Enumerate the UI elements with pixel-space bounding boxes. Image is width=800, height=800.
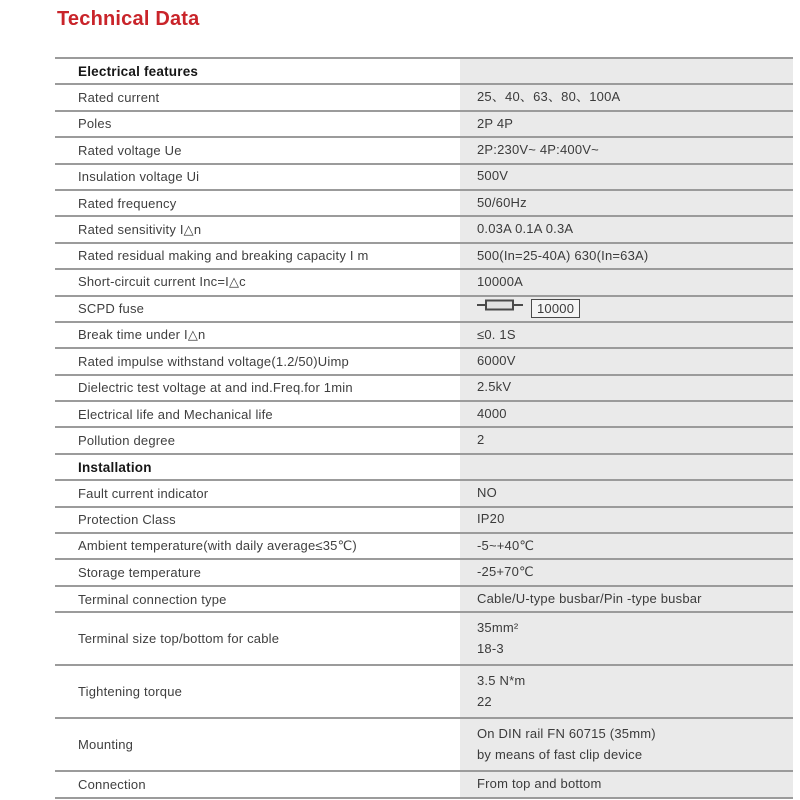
row-value <box>460 191 793 215</box>
row-label: Tightening torque <box>78 684 183 700</box>
row-value <box>460 297 793 321</box>
row-value <box>460 165 793 189</box>
row-label: Electrical life and Mechanical life <box>78 406 273 422</box>
value-line: On DIN rail FN 60715 (35mm) <box>477 725 656 741</box>
row-label: Dielectric test voltage at and ind.Freq.for 1min <box>78 380 353 396</box>
table-row <box>55 717 793 770</box>
row-label: Mounting <box>78 737 134 753</box>
section-header-row <box>55 453 793 479</box>
row-label: Rated impulse withstand voltage(1.2/50)Uimp <box>78 353 349 369</box>
row-label: Rated sensitivity I△n <box>78 221 202 237</box>
value-line: 35mm² <box>477 619 519 635</box>
value-line: NO <box>477 485 497 501</box>
value-line: 4000 <box>477 405 507 421</box>
page-title: Technical Data <box>57 8 200 30</box>
fuse-value <box>477 298 787 319</box>
fuse-rating-box: 10000 <box>531 299 580 318</box>
table-row <box>55 189 793 215</box>
value-line: 2P:230V~ 4P:400V~ <box>477 141 599 157</box>
table-row <box>55 163 793 189</box>
table-row <box>55 136 793 162</box>
table-row <box>55 295 793 321</box>
value-line: -5~+40℃ <box>477 537 535 553</box>
table-row <box>55 400 793 426</box>
row-value <box>460 534 793 558</box>
fuse-icon <box>477 298 523 319</box>
row-value <box>460 85 793 109</box>
row-label: Poles <box>78 116 112 132</box>
row-label: Protection Class <box>78 512 176 528</box>
row-value <box>460 270 793 294</box>
row-value <box>460 376 793 400</box>
row-label: Ambient temperature(with daily average≤35℃) <box>78 538 357 554</box>
row-label: Rated residual making and breaking capacity I m <box>78 248 369 264</box>
row-label: Storage temperature <box>78 565 202 581</box>
table-row <box>55 664 793 717</box>
technical-table <box>55 57 793 799</box>
row-label: Connection <box>78 776 146 792</box>
row-label: Terminal connection type <box>78 591 227 607</box>
row-value <box>460 244 793 268</box>
value-line: 10000A <box>477 273 524 289</box>
table-row <box>55 770 793 796</box>
table-row <box>55 532 793 558</box>
value-line: 2.5kV <box>477 379 512 395</box>
table-row <box>55 479 793 505</box>
row-label: Pollution degree <box>78 433 176 449</box>
table-row <box>55 268 793 294</box>
value-line: 6000V <box>477 353 516 369</box>
table-row <box>55 611 793 664</box>
table-row <box>55 585 793 611</box>
table-row <box>55 506 793 532</box>
row-value <box>460 772 793 796</box>
row-value <box>460 587 793 611</box>
section-header-row <box>55 57 793 83</box>
row-value <box>460 560 793 584</box>
row-label: Break time under I△n <box>78 327 206 343</box>
row-value <box>460 138 793 162</box>
row-value <box>460 719 793 770</box>
row-value <box>460 349 793 373</box>
table-row <box>55 110 793 136</box>
row-label: Fault current indicator <box>78 485 209 501</box>
row-value <box>460 481 793 505</box>
value-line: 3.5 N*m <box>477 672 526 688</box>
row-value <box>460 455 793 479</box>
row-label: Rated voltage Ue <box>78 142 182 158</box>
row-value <box>460 323 793 347</box>
value-line: Cable/U-type busbar/Pin -type busbar <box>477 590 702 606</box>
row-label: Rated frequency <box>78 195 177 211</box>
value-line: 500(In=25-40A) 630(In=63A) <box>477 247 649 263</box>
table-row <box>55 215 793 241</box>
row-label: SCPD fuse <box>78 301 145 317</box>
table-row <box>55 321 793 347</box>
row-value <box>460 508 793 532</box>
value-line: 22 <box>477 693 492 709</box>
value-line: 2 <box>477 432 485 448</box>
value-line: IP20 <box>477 511 505 527</box>
table-row <box>55 347 793 373</box>
value-line: 25、40、63、80、100A <box>477 89 621 105</box>
value-line: 18-3 <box>477 640 504 656</box>
value-line: 500V <box>477 168 509 184</box>
value-line: 50/60Hz <box>477 194 527 210</box>
value-line: ≤0. 1S <box>477 326 516 342</box>
row-value <box>460 217 793 241</box>
row-label: Insulation voltage Ui <box>78 169 200 185</box>
row-label: Terminal size top/bottom for cable <box>78 631 280 647</box>
table-row <box>55 558 793 584</box>
row-label: Short-circuit current Inc=I△c <box>78 274 246 290</box>
value-line: 2P 4P <box>477 115 514 131</box>
value-line: by means of fast clip device <box>477 746 643 762</box>
row-label: Rated current <box>78 90 160 106</box>
table-row <box>55 426 793 452</box>
row-label: Electrical features <box>78 63 199 79</box>
row-value <box>460 402 793 426</box>
table-row <box>55 374 793 400</box>
value-line: From top and bottom <box>477 776 602 791</box>
row-value <box>460 666 793 717</box>
table-row <box>55 83 793 109</box>
row-value <box>460 112 793 136</box>
row-value <box>460 59 793 83</box>
table-row <box>55 242 793 268</box>
row-label: Installation <box>78 459 152 475</box>
value-line: -25+70℃ <box>477 564 534 580</box>
row-value <box>460 613 793 664</box>
value-line: 0.03A 0.1A 0.3A <box>477 221 574 237</box>
row-value <box>460 428 793 452</box>
